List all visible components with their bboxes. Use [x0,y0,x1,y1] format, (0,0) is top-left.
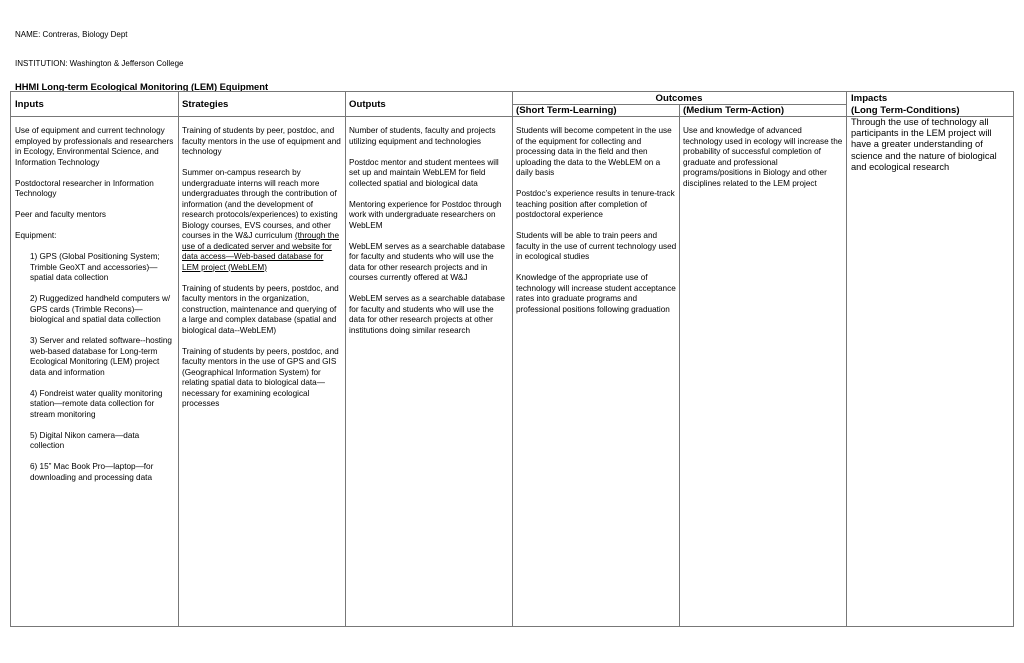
strategies-text: Training of students by peers, postdoc, and faculty mentors in the use of GPS and GIS (Geographical Information System) for relating spatial data to biological data—necessary for examining ecological processes [182,346,339,408]
equipment-item: 3) Server and related software--hosting web-based database for Long-term Ecological Monitoring (LEM) project data and information [30,336,172,377]
outputs-text: Number of students, faculty and projects utilizing equipment and technologies [349,126,496,146]
medium-term-cell [683,126,843,189]
strategies-text [182,168,342,273]
header-inputs: Inputs [15,99,44,110]
inputs-text: Equipment: [15,231,57,240]
header-outputs: Outputs [349,99,386,110]
outputs-text: Mentoring experience for Postdoc through work with undergraduate researchers on WebLEM [349,199,502,230]
strategies-text-underlined: (through the use of a dedicated server and website for data access—Web-based database for LEM project (WebLEM) [182,231,339,272]
header-short-term: (Short Term-Learning) [516,105,617,116]
equipment-item: 6) 15” Mac Book Pro—laptop—for downloading and processing data [30,462,154,482]
strategies-text-plain: Summer on-campus research by undergraduate interns will reach more undergraduates through the contribution of information (and the development of research protocols/experiences) to existing Biology courses, EVS courses, and other courses in the W&J curriculum [182,168,338,240]
header-strategies: Strategies [182,99,229,110]
column-divider [512,92,513,626]
short-term-cell [516,126,677,315]
inputs-text: Peer and faculty mentors [15,210,107,219]
strategies-text: Training of students by peer, postdoc, and faculty mentors in the use of equipment and technology [182,126,341,156]
long-term-text: Through the use of technology all participants in the LEM project will have a greater understanding of science and the nature of biological and ecological research [851,117,997,172]
header-divider [11,116,846,117]
short-term-text: Students will become competent in the use of the equipment for collecting and processing data in the field and then uploading the data to the WebLEM on a daily basis [516,126,672,177]
inputs-text: Postdoctoral researcher in Information Technology [15,178,154,198]
institution-line: INSTITUTION: Washington & Jefferson College [15,59,184,68]
short-term-text: Postdoc’s experience results in tenure-track teaching position after completion of postdoctoral experience [516,189,675,219]
short-term-text: Knowledge of the appropriate use of technology will increase student acceptance rates into graduate programs and professional positions following graduation [516,273,676,314]
column-divider [846,92,847,626]
equipment-item: 4) Fondreist water quality monitoring station—remote data collection for stream monitoring [30,388,163,419]
equipment-item: 2) Ruggedized handheld computers w/ GPS cards (Trimble Recons)—biological and spatial data collection [30,294,171,324]
header-outcomes: Outcomes [655,93,703,104]
header-long-term: (Long Term-Conditions) [851,105,960,116]
strategies-text: Training of students by peers, postdoc, and faculty mentors in the organization, construction, maintenance and querying of a large and complex database (spatial and biological data--WebLEM) [182,283,339,335]
inputs-cell [15,126,175,483]
outputs-text: WebLEM serves as a searchable database for faculty and students who will use the data for other research projects at other institutions doing similar research [349,294,505,335]
name-line: NAME: Contreras, Biology Dept [15,30,128,39]
outputs-text: Postdoc mentor and student mentees will set up and maintain WebLEM for field collected spatial and biological data [349,157,499,188]
outputs-cell [349,126,509,336]
logic-model-table [10,91,1014,627]
header-medium-term: (Medium Term-Action) [683,105,785,116]
inputs-text: Use of equipment and current technology employed by professionals and researchers in Ecology, Environmental Science, and Information Technology [15,126,174,167]
strategies-cell [182,126,342,410]
header-impacts: Impacts [851,93,888,104]
equipment-item: 1) GPS (Global Positioning System; Trimble GeoXT and accessories)—spatial data collection [30,252,160,282]
column-divider [178,92,179,626]
outputs-text: WebLEM serves as a searchable database for faculty and students who will use the data for other research projects and in courses currently offered at W&J [349,241,505,282]
medium-term-text: Use and knowledge of advanced technology used in ecology will increase the probability of successful completion of graduate and professional programs/positions in Biology and other disciplines related to the LEM project [683,126,843,188]
column-divider [345,92,346,626]
short-term-text: Students will be able to train peers and faculty in the use of current technology used in ecological studies [516,231,677,261]
column-divider [679,104,680,626]
equipment-item: 5) Digital Nikon camera—data collection [30,430,140,450]
document-title: HHMI Long-term Ecological Monitoring (LEM) Equipment [15,81,269,92]
